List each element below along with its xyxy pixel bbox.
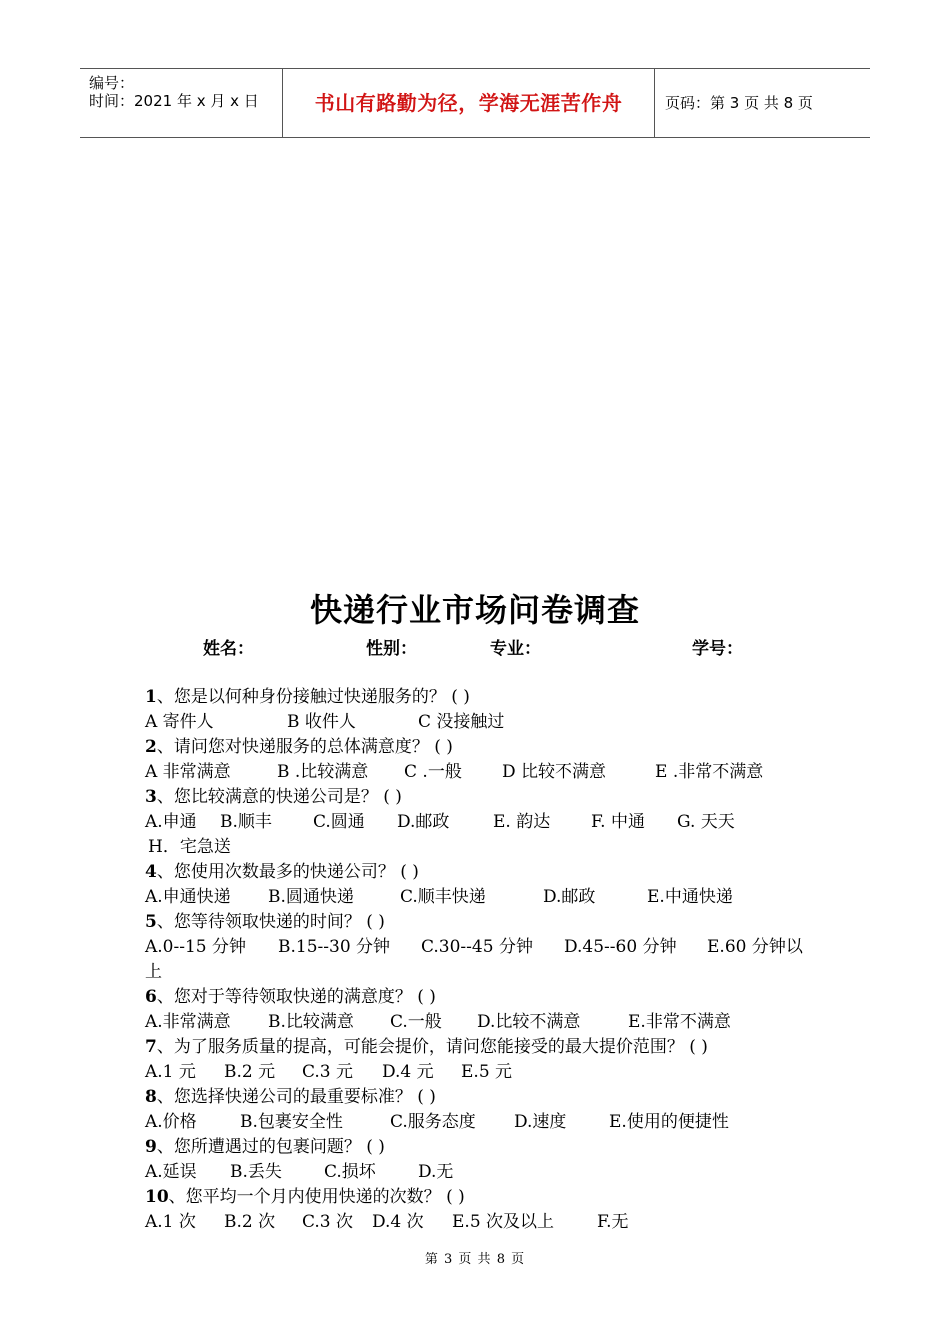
option: B .比较满意 <box>277 762 369 782</box>
option: A 非常满意 <box>145 762 231 782</box>
option: A 寄件人 <box>145 712 214 732</box>
question-5 <box>145 907 385 932</box>
option: F.无 <box>597 1212 629 1232</box>
question-number: 2 <box>145 737 157 757</box>
page-footer: 第 3 页 共 8 页 <box>424 1252 526 1267</box>
field-student-id-label: 学号： <box>692 639 743 659</box>
question-text: 、请问您对快递服务的总体满意度？ ( ) <box>156 737 453 757</box>
option: C 没接触过 <box>418 712 505 732</box>
question-number: 5 <box>145 912 157 932</box>
survey-title: 快递行业市场问卷调查 <box>309 591 640 629</box>
question-2 <box>145 732 453 757</box>
question-number: 4 <box>145 862 157 882</box>
question-1 <box>145 682 470 707</box>
question-number: 7 <box>145 1037 157 1057</box>
question-4 <box>145 857 419 882</box>
option: E. 韵达 <box>493 812 551 832</box>
option: F. 中通 <box>591 812 645 832</box>
option: B.15--30 分钟 <box>278 937 391 957</box>
option: C.30--45 分钟 <box>421 937 533 957</box>
option: D.无 <box>418 1162 454 1182</box>
option: A.0--15 分钟 <box>145 937 247 957</box>
option: C.3 次 <box>302 1212 354 1232</box>
question-number: 8 <box>145 1087 157 1107</box>
option: E.非常不满意 <box>628 1012 731 1032</box>
header-motto: 书山有路勤为径，学海无涯苦作舟 <box>283 69 655 137</box>
option: B.比较满意 <box>268 1012 354 1032</box>
option: D.速度 <box>514 1112 567 1132</box>
option: C .一般 <box>404 762 462 782</box>
question-10 <box>145 1182 465 1207</box>
option: B.2 次 <box>224 1212 276 1232</box>
option: A.申通快递 <box>145 887 231 907</box>
option: D 比较不满意 <box>502 762 607 782</box>
field-gender-label: 性别： <box>366 639 417 659</box>
option: B.圆通快递 <box>268 887 354 907</box>
option: A.1 元 <box>145 1062 196 1082</box>
field-major-label: 专业： <box>490 639 541 659</box>
question-number: 6 <box>145 987 157 1007</box>
option: C.服务态度 <box>390 1112 476 1132</box>
question-number: 3 <box>145 787 157 807</box>
option: D.4 次 <box>372 1212 424 1232</box>
option: 上 <box>145 962 162 982</box>
option: D.邮政 <box>543 887 596 907</box>
option: E .非常不满意 <box>655 762 764 782</box>
question-7 <box>145 1032 708 1057</box>
question-number: 1 <box>145 687 157 707</box>
header-page-label: 页码：第 3 页 共 8 页 <box>665 94 813 112</box>
page-header <box>80 68 870 138</box>
option: D.邮政 <box>397 812 450 832</box>
question-text: 、为了服务质量的提高，可能会提价，请问您能接受的最大提价范围？ ( ) <box>156 1037 708 1057</box>
question-text: 、您所遭遇过的包裹问题？ ( ) <box>156 1137 385 1157</box>
question-text: 、您是以何种身份接触过快递服务的？ ( ) <box>156 687 470 707</box>
option: D.45--60 分钟 <box>564 937 677 957</box>
question-text: 、您等待领取快递的时间？ ( ) <box>156 912 385 932</box>
option: C.一般 <box>390 1012 442 1032</box>
option: E.中通快递 <box>647 887 733 907</box>
option: B.包裹安全性 <box>240 1112 343 1132</box>
document-time-label: 时间：2021 年 x 月 x 日 <box>89 92 259 110</box>
option: E.5 元 <box>461 1062 513 1082</box>
header-meta-cell <box>80 69 283 137</box>
respondent-fields <box>0 634 950 658</box>
question-3 <box>145 782 402 807</box>
option: E.5 次及以上 <box>452 1212 555 1232</box>
option: E.使用的便捷性 <box>609 1112 729 1132</box>
option: C.3 元 <box>302 1062 354 1082</box>
option: A.非常满意 <box>145 1012 231 1032</box>
option: B.丢失 <box>230 1162 282 1182</box>
option: D.比较不满意 <box>477 1012 581 1032</box>
option: C.顺丰快递 <box>400 887 486 907</box>
question-text: 、您平均一个月内使用快递的次数？ ( ) <box>168 1187 465 1207</box>
option: E.60 分钟以 <box>707 937 803 957</box>
option: A.价格 <box>145 1112 197 1132</box>
question-number: 9 <box>145 1137 157 1157</box>
option: A.申通 <box>145 812 197 832</box>
option: D.4 元 <box>382 1062 434 1082</box>
option: A.1 次 <box>145 1212 196 1232</box>
question-8 <box>145 1082 436 1107</box>
question-text: 、您使用次数最多的快递公司？ ( ) <box>156 862 419 882</box>
option: H．宅急送 <box>148 837 231 857</box>
field-name-label: 姓名： <box>203 639 254 659</box>
option: C.损坏 <box>324 1162 376 1182</box>
option: G. 天天 <box>677 812 735 832</box>
document-number-label: 编号： <box>89 74 135 92</box>
question-6 <box>145 982 436 1007</box>
option: B 收件人 <box>287 712 356 732</box>
question-number: 10 <box>145 1187 169 1207</box>
question-text: 、您选择快递公司的最重要标准？ ( ) <box>156 1087 436 1107</box>
option: B.2 元 <box>224 1062 276 1082</box>
option: B.顺丰 <box>220 812 272 832</box>
question-text: 、您比较满意的快递公司是？ ( ) <box>156 787 402 807</box>
question-9 <box>145 1132 385 1157</box>
question-text: 、您对于等待领取快递的满意度？ ( ) <box>156 987 436 1007</box>
option: A.延误 <box>145 1162 197 1182</box>
option: C.圆通 <box>313 812 365 832</box>
